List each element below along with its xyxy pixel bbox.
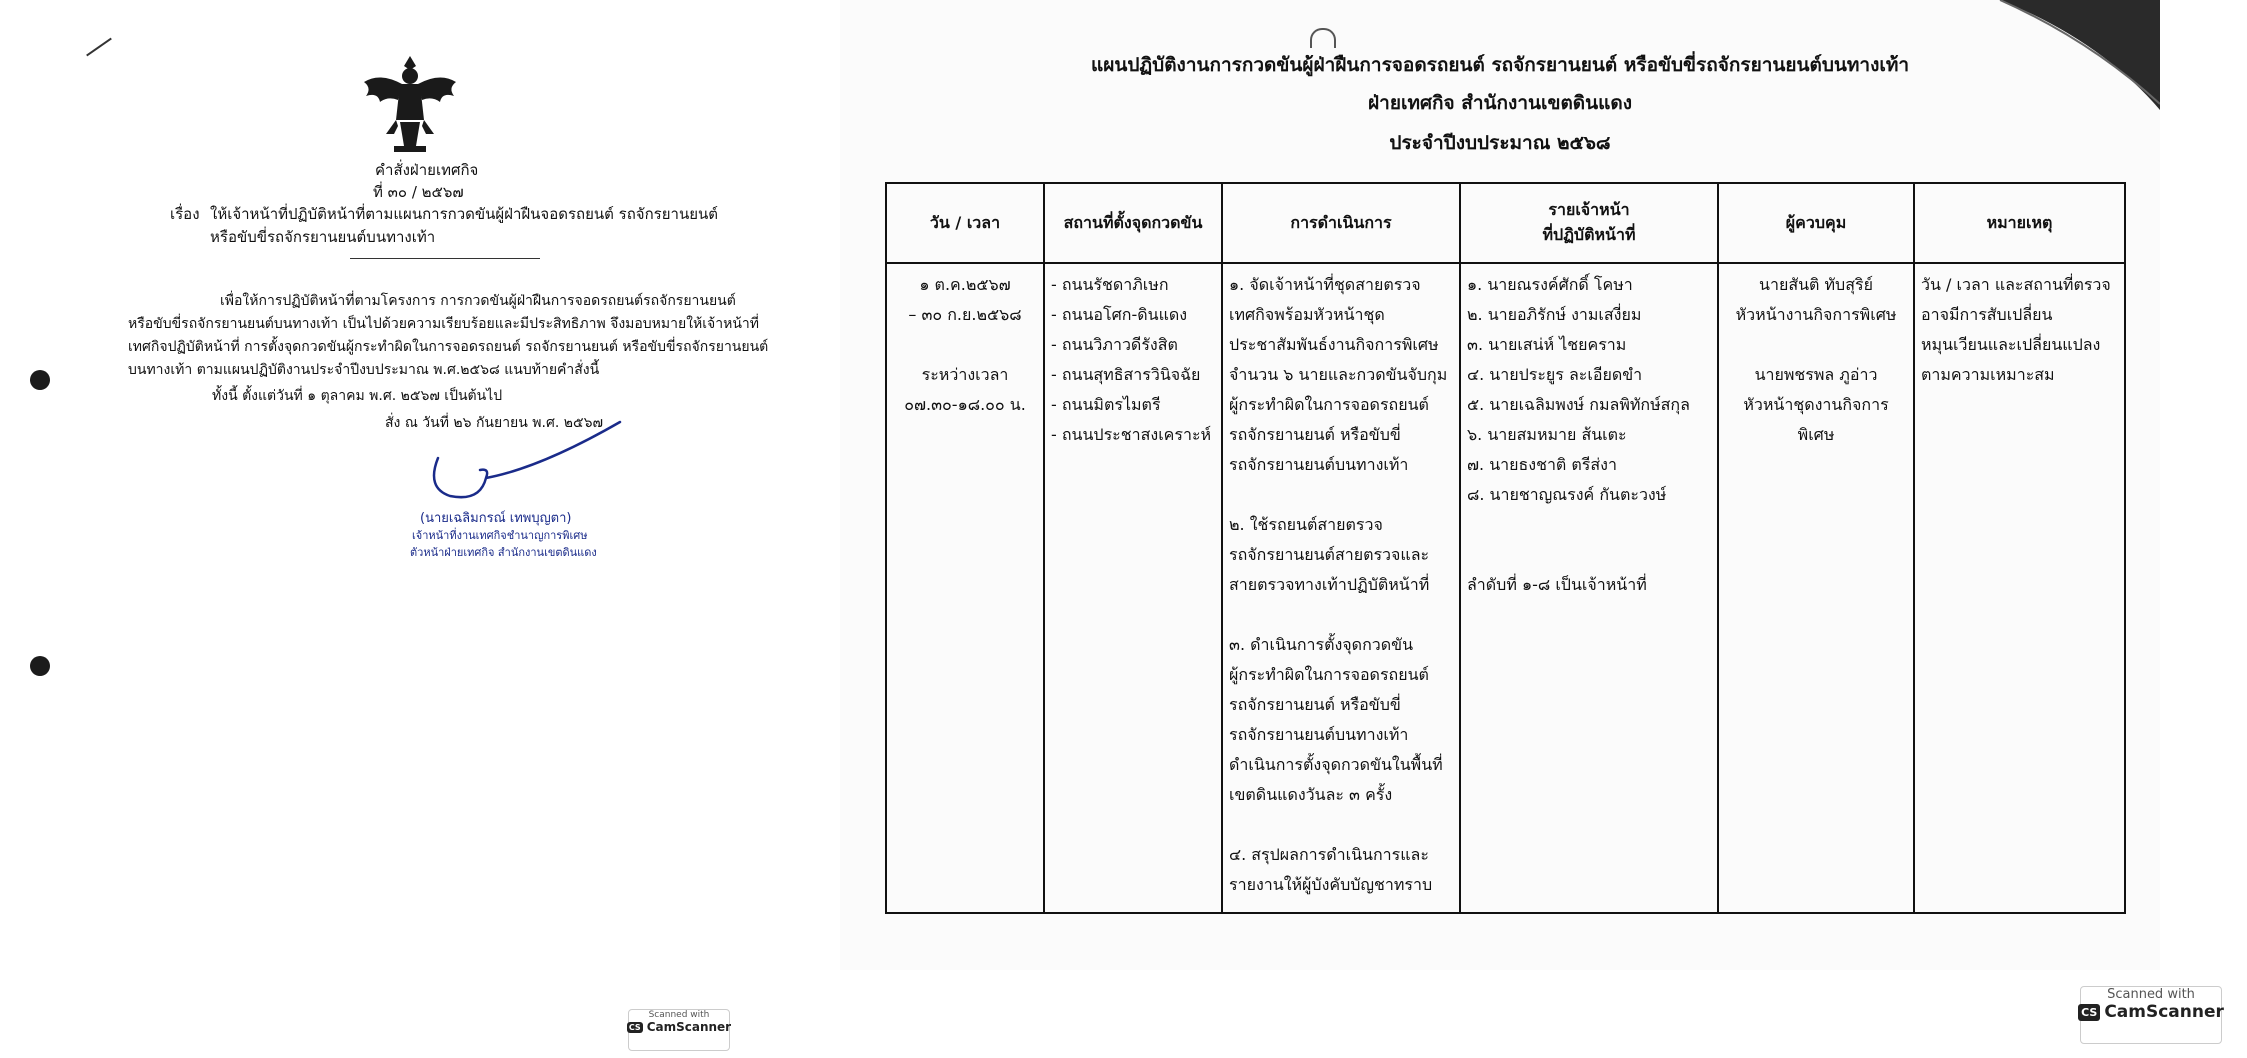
staff-note: ลำดับที่ ๑-๘ เป็นเจ้าหน้าที่ [1467,575,1647,594]
header-staff-line: ที่ปฏิบัติหน้าที่ [1542,225,1636,244]
remark-line: ตามความเหมาะสม [1921,365,2055,384]
camscanner-logo-icon: CS [628,1022,641,1032]
location-item: - ถนนมิตรไมตรี [1051,395,1161,414]
signature-icon [420,418,640,518]
operation-line: รายงานให้ผู้บังคับบัญชาทราบ [1229,875,1433,894]
order-title: คำสั่งฝ่ายเทศกิจ [375,161,479,179]
body-line: เพื่อให้การปฏิบัติหน้าที่ตามโครงการ การกวดขันผู้ฝ่าฝืนการจอดรถยนต์รถจักรยานยนต์ [220,293,736,309]
signer-position: ตัวหน้าฝ่ายเทศกิจ สำนักงานเขตดินแดง [410,546,597,559]
operation-line: รถจักรยานยนต์สายตรวจและ [1229,545,1430,564]
watermark-caption: Scanned with [648,1010,710,1020]
supervisor-title: หัวหน้างานกิจการพิเศษ [1735,305,1897,324]
operation-line: จำนวน ๖ นายและกวดขันจับกุม [1229,365,1448,384]
header-staff [1460,183,1718,263]
subject-label: เรื่อง [170,205,200,223]
watermark-name: CamScanner [2104,1002,2224,1022]
supervisor-cell [1718,263,1914,913]
order-date-line: สั่ง ณ วันที่ ๒๖ กันยายน พ.ศ. ๒๕๖๗ [385,415,603,431]
body-line: เทศกิจปฏิบัติหน้าที่ การตั้งจุดกวดขันผู้กระทำผิดในการจอดรถยนต์ รถจักรยานยนต์ หรือขับขี่รถจักรยานยนต์ [128,339,769,355]
signer-position: เจ้าหน้าที่งานเทศกิจชำนาญการพิเศษ [412,529,588,542]
operation-line: ผู้กระทำผิดในการจอดรถยนต์ [1229,665,1429,684]
punch-hole [30,370,50,390]
date-range-start: ๑ ต.ค.๒๕๖๗ [919,275,1011,294]
remark-line: วัน / เวลา และสถานที่ตรวจ [1921,275,2111,294]
remark-line: หมุนเวียนและเปลี่ยนแปลง [1921,335,2101,354]
watermark-name: CamScanner [646,1020,732,1034]
operation-line: ๓. ดำเนินการตั้งจุดกวดขัน [1229,635,1413,654]
operation-line: ๒. ใช้รถยนต์สายตรวจ [1229,515,1383,534]
body-line: หรือขับขี่รถจักรยานยนต์บนทางเท้า เป็นไปด้วยความเรียบร้อยและมีประสิทธิภาพ จึงมอบหมายให้เจ้าหน้าที่ [128,316,760,332]
operation-plan-page [840,0,2160,970]
divider [350,258,540,259]
punch-hole [30,656,50,676]
punch-mark [1310,28,1336,48]
location-item: - ถนนประชาสงเคราะห์ [1051,425,1212,444]
header-operation: การดำเนินการ [1222,183,1460,263]
operation-step-1 [1229,270,1453,480]
plan-department: ฝ่ายเทศกิจ สำนักงานเขตดินแดง [1368,92,1632,114]
location-item: - ถนนวิภาวดีรังสิต [1051,335,1178,354]
staff-item: ๑. นายณรงค์ศักดิ์ โคษา [1467,275,1633,294]
operation-step-2 [1229,510,1453,600]
operation-line: รถจักรยานยนต์ หรือขับขี่ [1229,695,1401,714]
header-staff-line: รายเจ้าหน้า [1548,200,1630,219]
staff-item: ๕. นายเฉลิมพงษ์ กมลพิทักษ์สกุล [1467,395,1690,414]
watermark-caption: Scanned with [2107,987,2195,1002]
operation-line: ดำเนินการตั้งจุดกวดขันในพื้นที่ [1229,755,1443,774]
operation-line: รถจักรยานยนต์บนทางเท้า [1229,455,1409,474]
operation-step-4 [1229,840,1453,900]
subject-line-2: หรือขับขี่รถจักรยานยนต์บนทางเท้า [210,228,436,246]
location-item: - ถนนรัชดาภิเษก [1051,275,1169,294]
supervisor-title: หัวหน้าชุดงานกิจการพิเศษ [1743,395,1889,444]
order-number: ที่ ๓๐ / ๒๕๖๗ [373,183,464,201]
remark-line: อาจมีการสับเปลี่ยน [1921,305,2053,324]
date-range-end: – ๓๐ ก.ย.๒๕๖๘ [908,305,1022,324]
location-item: - ถนนอโศก-ดินแดง [1051,305,1188,324]
operation-line: เขตดินแดงวันละ ๓ ครั้ง [1229,785,1393,804]
operation-plan-table [885,182,2126,914]
header-supervisor: ผู้ควบคุม [1718,183,1914,263]
table-header-row [886,183,2125,263]
operation-line: เทศกิจพร้อมหัวหน้าชุด [1229,305,1385,324]
date-cell [886,263,1044,913]
header-remark: หมายเหตุ [1914,183,2125,263]
staff-item: ๓. นายเสน่ห์ ไชยคราม [1467,335,1627,354]
plan-fiscal-year: ประจำปีงบประมาณ ๒๕๖๘ [1389,132,1611,154]
supervisor-name: นายสันติ ทับสุริย์ [1759,275,1873,294]
subject-line-1: ให้เจ้าหน้าที่ปฏิบัติหน้าที่ตามแผนการกวดขันผู้ฝ่าฝืนจอดรถยนต์ รถจักรยานยนต์ [210,205,718,223]
staff-cell [1460,263,1718,913]
operation-cell [1222,263,1460,913]
staff-item: ๔. นายประยูร ละเอียดขำ [1467,365,1643,384]
signer-name: (นายเฉลิมกรณ์ เทพบุญตา) [420,511,572,526]
garuda-emblem-icon [360,52,460,157]
location-item: - ถนนสุทธิสารวินิจฉัย [1051,365,1201,384]
body-line: บนทางเท้า ตามแผนปฏิบัติงานประจำปีงบประมาณ พ.ศ.๒๕๖๘ แนบท้ายคำสั่งนี้ [128,362,600,378]
operation-line: ผู้กระทำผิดในการจอดรถยนต์ [1229,395,1429,414]
header-location: สถานที่ตั้งจุดกวดขัน [1044,183,1222,263]
operation-line: สายตรวจทางเท้าปฏิบัติหน้าที่ [1229,575,1430,594]
plan-title: แผนปฏิบัติงานการกวดขันผู้ฝ่าฝืนการจอดรถยนต์ รถจักรยานยนต์ หรือขับขี่รถจักรยานยนต์บนทางเท้า [1090,54,1910,76]
header-date: วัน / เวลา [886,183,1044,263]
operation-line: รถจักรยานยนต์ หรือขับขี่ [1229,425,1401,444]
time-label: ระหว่างเวลา [921,365,1009,384]
pen-mark [86,38,112,57]
table-row [886,263,2125,913]
location-cell [1044,263,1222,913]
staff-item: ๖. นายสมหมาย ส้นเตะ [1467,425,1627,444]
staff-item: ๘. นายชาญณรงค์ กันตะวงษ์ [1467,485,1667,504]
operation-line: ประชาสัมพันธ์งานกิจการพิเศษ [1229,335,1439,354]
camscanner-watermark [2080,986,2222,1044]
operation-line: ๔. สรุปผลการดำเนินการและ [1229,845,1429,864]
supervisor-name: นายพชรพล ภูอ่าว [1754,365,1878,384]
effective-date-line: ทั้งนี้ ตั้งแต่วันที่ ๑ ตุลาคม พ.ศ. ๒๕๖๗ เป็นต้นไป [212,388,503,404]
staff-item: ๒. นายอภิรักษ์ งามเสงี่ยม [1467,305,1642,324]
camscanner-logo-icon: CS [2078,1004,2100,1021]
camscanner-watermark [628,1009,730,1051]
remark-cell [1914,263,2125,913]
time-range: ๐๗.๓๐-๑๘.๐๐ น. [904,395,1026,414]
staff-item: ๗. นายธงชาติ ตรีส่งา [1467,455,1617,474]
operation-line: รถจักรยานยนต์บนทางเท้า [1229,725,1409,744]
order-document-page [20,0,830,1000]
operation-line: ๑. จัดเจ้าหน้าที่ชุดสายตรวจ [1229,275,1421,294]
operation-step-3 [1229,630,1453,810]
